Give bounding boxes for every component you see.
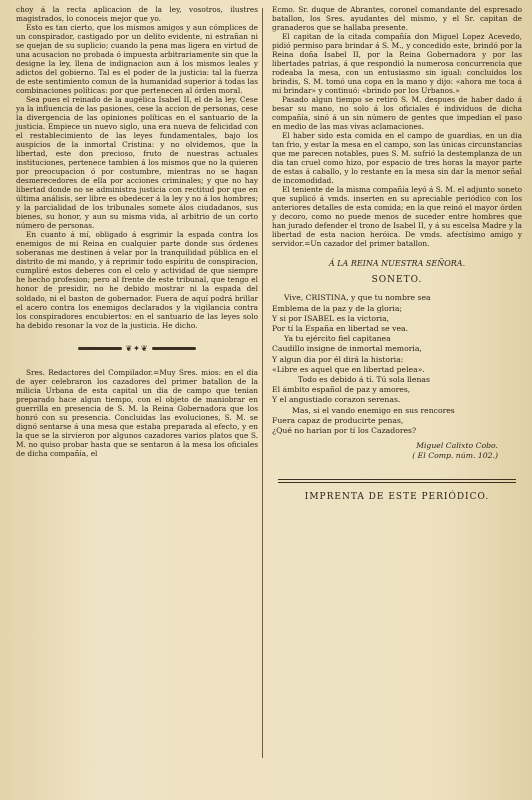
sonnet-verse: «Libre es aquel que en libertad pelea». [272, 364, 425, 374]
sonnet-author: Miguel Calixto Cobo. [416, 441, 498, 451]
column-divider [262, 8, 263, 758]
sonnet-verse: Emblema de la paz y de la gloria; [272, 303, 403, 313]
sonnet-verse: Fuera capaz de producirte penas, [272, 415, 404, 425]
section-ornament [16, 344, 258, 353]
letter-paragraph: Pasado algun tiempo se retiró S. M. despues de haber dado á besar su mano, no solo á los oficiales é individuos de dicha compañía, sinó á un sin número de gentes que impedian el paso en medio de las mas vivas aclamaciones. [272, 95, 522, 132]
ornament-flourish-icon: ❦✦❦ [125, 343, 149, 353]
speech-paragraph: Sea pues el reinado de la augélica Isabel II, el de la ley. Cese ya la influencia de las pasiones, cese la accion de personas, cese la divergencia de las opiniones políticas en el santuario de la justicia. Empiece un nuevo siglo, una era nueva de felicidad con el restablecimiento de las leyes fundamentales, bajo los auspicios de la inmortal Cristina: y no olvidemos, que la libertad, este don precioso, fruto de nuestras actuales instituciones, pertenece tambien á los mismos que no la quieren por preocupacion ó por costumbre, mientras no se hagan desmerecedores de ella por acciones criminales; y que no hay libertad donde no se administra justicia con rectitud por que en última análisis, ser libre es obedecer á la ley y no á los hombres; y la parcialidad de los tribunales somete álos ciudadanos, sus bienes, su honor, y aun su misma vida, al arbitrio de un corto número de personas. [16, 95, 258, 231]
sonnet-verse: Ya tu ejército fiel capitanea [284, 334, 391, 344]
letter-paragraph: El capitan de la citada compañía don Miguel Lopez Acevedo, pidió permiso para brindar á S. M., y concedido este, brindó por la Reina doña Isabel II, por la Reina Gobernadora y por las libertades patrias, á que respondió la numerosa concurrencia que rodeaba la mesa, con un entusiasmo sin igual: concluidos los brindis, S. M. tomó una copa en la mano y dijo: «ahora me toca á mi brindar» y continuó: «brindo por los Urbanos.» [272, 32, 522, 96]
speech-paragraph: choy á la recta aplicacion de la ley, vosotros, ilustres magistrados, lo conoceis mejor que yo. [16, 5, 258, 24]
sonnet-verse: Caudillo insigne de inmortal memoria, [272, 344, 422, 354]
sonnet-verse: Y algun dia por él dirá la historia: [272, 354, 404, 364]
source-reference: ( El Comp. núm. 102.) [412, 451, 498, 461]
sonnet-verse: Y si por ISABEL es la victoria, [272, 313, 390, 323]
right-column [272, 5, 522, 502]
sonnet-verse: Y el angustiado corazon serenas. [272, 395, 401, 405]
closing-rule [278, 479, 516, 480]
sonnet-title: SONETO. [371, 275, 423, 286]
sonnet [272, 293, 522, 436]
sonnet-verse: ¿Qué no harian por tí los Cazadores? [272, 426, 417, 436]
speech-paragraph: En cuanto á mí, obligado á esgrimir la espada contra los enemigos de mi Reina en cualquier parte donde sus órdenes soberanas me destinen á velar por la tranquilidad pública en el distrito de mi mando, y á reprimir todo espíritu de conspiracion, cumpliré estos deberes con el celo y actividad de que siempre he hecho profesion; pero al frente de este tribunal, que tengo el honor de presidir, no he debido mostrar ni la espada del soldado, ni el baston de gobernador. Fuera de aquí podrá brillar el acero contra los enemigos declarados y la vigilancia contra los conspiradores encubiertos: en el santuario de las leyes solo ha debido resonar la voz de la justicia. He dicho. [16, 230, 258, 330]
imprint-line: IMPRENTA DE ESTE PERIÓDICO. [304, 492, 490, 503]
closing-rule-thin [278, 482, 516, 483]
letter-paragraph: Ecmo. Sr. duque de Abrantes, coronel comandante del espresado batallon, los Sres. ayudantes del mismo, y el Sr. capitan de granaderos que se hallaba presente. [272, 5, 522, 33]
sonnet-verse: Por tí la España en libertad se vea. [272, 324, 409, 334]
sonnet-verse: Todo es debido á tí. Tú sola llenas [298, 375, 430, 385]
letter-paragraph: El haber sido esta comida en el campo de guardias, en un dia tan frio, y estar la mesa en el campo, son las únicas circunstancias que me parecen notables, pues S. M. sufrió la destemplanza de un dia tan cruel como hizo, por espacio de tres horas la mayor parte de estas á caballo, y lo restante en la mesa sin dar la menor señal de incomodidad. [272, 131, 522, 186]
ornament-left-bar [78, 347, 122, 350]
letter-paragraph: Sres. Redactores del Compilador.=Muy Sres. mios: en el dia de ayer celebraron los cazadores del primer batallon de la milicia Urbana de esta capital un dia de campo que tenian preparado hace algun tiempo, con el objeto de maniobrar en guerrilla en presencia de S. M. la Reina Gobernadora que los honró con su presencia. Concluidas las evoluciones, S. M. se dignó sentarse á una mesa que estaba preparada al efecto, y en la que se la sirvieron por algunos cazadores varios platos que S. M. no quiso probar hasta que se sentaron á la mesa los oficiales de dicha compañía, el [16, 367, 258, 458]
sonnet-dedication: Á LA REINA NUESTRA SEÑORA. [328, 259, 466, 269]
sonnet-verse: El ámbito español de paz y amores, [272, 385, 411, 395]
ornament-right-bar [152, 347, 196, 350]
sonnet-verse: Mas, si el vando enemigo en sus rencores [292, 405, 455, 415]
letter-paragraph: El teniente de la misma compañía leyó á S. M. el adjunto soneto que suplicó á vmds. inserten en su apreciable periódico con los anteriores detalles de esta comida; en la que reinó el mayor órden y decoro, como no puede menos de suceder entre hombres que han jurado defender el trono de Isabel II, y á su escelsa Madre y la libertad de esta nacion heróica. De vmds. afectísimo amigo y servidor.=Un cazador del primer batallon. [272, 185, 522, 249]
sonnet-verse: Vive, CRISTINA, y que tu nombre sea [284, 293, 431, 303]
speech-paragraph: Esto es tan cierto, que los mismos amigos y aun cómplices de un conspirador, castigado por un delito evidente, ni estrañan ni se quejan de su suplicio; cuando la pena mas ligera en virtud de una acusacion no probada ó impuesta arbitrariamente sin que la designe la ley, llena de indignacion aun á los mismos leales y adictos del gobierno. Tal es el poder de la justicia: tal la fuerza de este sentimiento comun de la humanidad superior á todas las combinaciones políticas: por que pertenecen al órden moral. [16, 23, 258, 96]
left-column [16, 5, 258, 458]
